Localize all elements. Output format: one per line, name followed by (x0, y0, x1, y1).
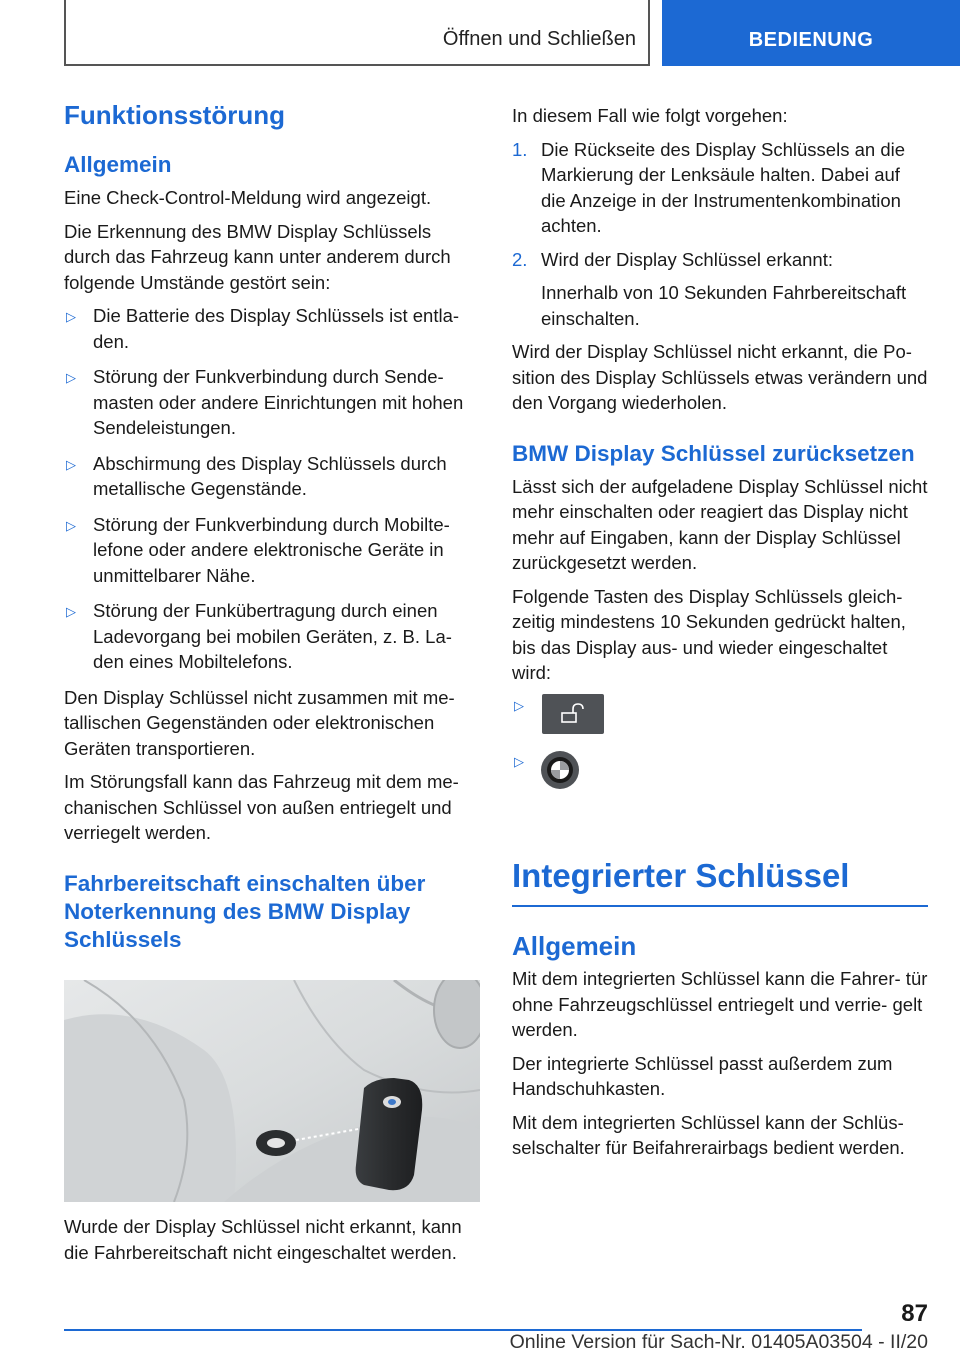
triangle-right-icon: ▷ (66, 370, 76, 386)
chapter-heading-integrated-key: Integrierter Schlüssel (512, 856, 928, 908)
reset-button-unlock (512, 694, 928, 746)
paragraph: Im Störungsfall kann das Fahrzeug mit dem me‐ chanischen Schlüssel von außen entriegelt und verriegelt werden. (64, 771, 459, 844)
footer-version-text: Online Version für Sach-Nr. 01405A03504 - II/20 (509, 1331, 928, 1353)
triangle-right-icon: ▷ (66, 456, 76, 472)
bullet-list (64, 303, 480, 675)
bmw-logo-button-icon (540, 750, 580, 790)
paragraph: Lässt sich der aufgeladene Display Schlüssel nicht mehr einschalten oder reagiert das Display nicht mehr auf Eingaben, kann der Display Schlüssel zurückgesetzt werden. (512, 475, 928, 574)
paragraph: Die Erkennung des BMW Display Schlüssels durch das Fahrzeug kann unter anderem durch folgende Umstände gestört sein: (64, 220, 451, 293)
header-section-title: Öffnen und Schließen (442, 28, 636, 50)
list-item: ▷ Störung der Funkverbindung durch Mobilte‐ lefone oder andere elektronische Geräte in unmittelbarer Nähe. (66, 513, 450, 586)
list-item: ▷ Abschirmung des Display Schlüssels durch metallische Gegenstände. (66, 452, 447, 500)
triangle-right-icon: ▷ (66, 517, 76, 533)
paragraph: In diesem Fall wie folgt vorgehen: (512, 105, 788, 126)
paragraph: Wird der Display Schlüssel nicht erkannt, die Po‐ sition des Display Schlüssels etwas verändern und den Vorgang wiederholen. (512, 341, 928, 413)
list-item: ▷ Die Batterie des Display Schlüssels ist entla‐ den. (66, 305, 460, 352)
paragraph: Eine Check-Control-Meldung wird angezeigt. (64, 187, 432, 209)
paragraph: Den Display Schlüssel nicht zusammen mit me‐ tallischen Gegenständen oder elektronischen Geräten transportieren. (64, 686, 455, 759)
subsection-heading-emergency: Fahrbereitschaft einschalten über Noterkennung des BMW Display Schlüssels (64, 870, 426, 953)
right-column (512, 103, 928, 1169)
subsection-heading-reset: BMW Display Schlüssel zurücksetzen (512, 440, 915, 466)
reset-button-logo (512, 750, 928, 810)
header-divider-mid (648, 0, 650, 66)
subsection-heading-general: Allgemein (64, 152, 172, 178)
list-item: ▷ Störung der Funkverbindung durch Sende‐ masten oder andere Einrichtungen mit hohen Sendeleistungen. (66, 366, 464, 439)
photo-caption: Wurde der Display Schlüssel nicht erkannt, kann die Fahrbereitschaft nicht eingeschaltet werden. (64, 1216, 462, 1263)
triangle-right-icon: ▷ (66, 604, 76, 620)
paragraph: Folgende Tasten des Display Schlüssels gleich‐ zeitig mindestens 10 Sekunden gedrückt halten, bis das Display aus- und wieder eingeschaltet wird: (512, 585, 906, 684)
left-column (64, 100, 480, 1273)
subsection-heading-general-2: Allgemein (512, 931, 637, 962)
numbered-list (512, 137, 928, 332)
triangle-right-icon: ▷ (514, 753, 524, 769)
triangle-right-icon: ▷ (514, 697, 524, 713)
paragraph: Mit dem integrierten Schlüssel kann der Schlüs‐ selschalter für Beifahrerairbags bedient werden. (512, 1111, 905, 1159)
page-number: 87 (901, 1300, 928, 1327)
list-item: ▷ Störung der Funkübertragung durch einen Ladevorgang bei mobilen Geräten, z. B. La‐ den eines Mobiltelefons. (66, 600, 452, 673)
paragraph: Mit dem integrierten Schlüssel kann die Fahrer‐ tür ohne Fahrzeugschlüssel entriegelt und verrie‐ gelt werden. (512, 968, 928, 1041)
list-item: 1. Die Rückseite des Display Schlüssels an die Markierung der Lenksäule halten. Dabei auf die Anzeige in der Instrumentenkombination achten. (512, 138, 906, 236)
list-item: 2. Wird der Display Schlüssel erkannt: Innerhalb von 10 Sekunden Fahrbereitschaft einschalten. (512, 248, 907, 329)
header-underline (64, 64, 650, 66)
unlock-button-icon (542, 694, 604, 734)
steering-column-key-photo (64, 980, 480, 1202)
section-title: Funktionsstörung (64, 100, 285, 130)
header-chapter-tab: BEDIENUNG (662, 0, 960, 66)
paragraph: Der integrierte Schlüssel passt außerdem zum Handschuhkasten. (512, 1052, 893, 1100)
triangle-right-icon: ▷ (66, 309, 76, 325)
